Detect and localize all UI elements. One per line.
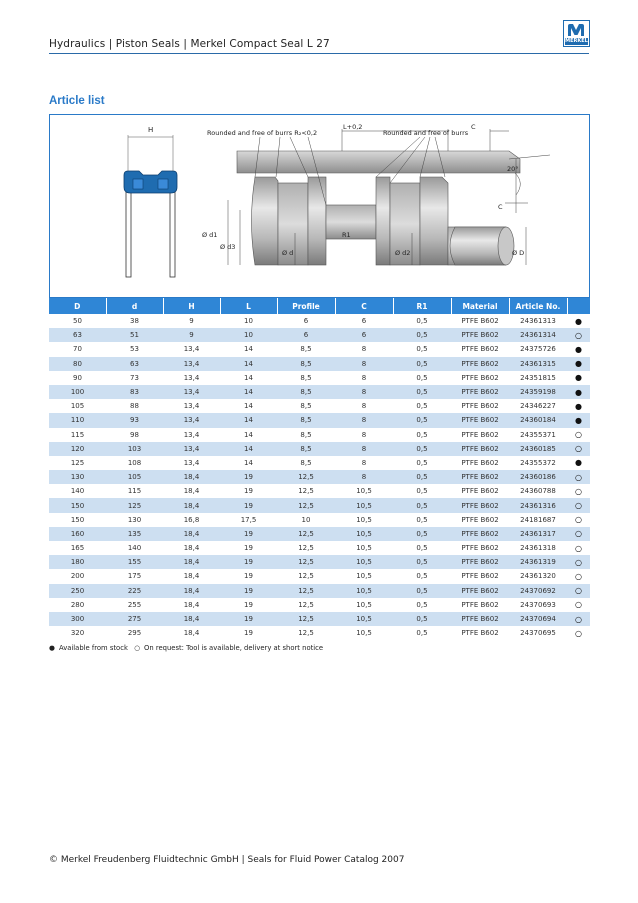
availability-cell: ○ bbox=[567, 428, 590, 442]
table-cell: 115 bbox=[49, 428, 106, 442]
table-cell: 14 bbox=[220, 385, 277, 399]
table-cell: 24361318 bbox=[509, 541, 567, 555]
table-cell: 14 bbox=[220, 428, 277, 442]
table-cell: 88 bbox=[106, 399, 163, 413]
table-cell: 10 bbox=[277, 513, 335, 527]
table-cell: 0,5 bbox=[393, 456, 451, 470]
table-cell: 160 bbox=[49, 527, 106, 541]
availability-cell: ● bbox=[567, 342, 590, 356]
table-cell: PTFE B602 bbox=[451, 612, 509, 626]
article-table bbox=[49, 298, 590, 640]
table-cell: 255 bbox=[106, 598, 163, 612]
legend-open-symbol: ○ bbox=[134, 644, 140, 652]
table-cell: 24355371 bbox=[509, 428, 567, 442]
table-cell: 24360184 bbox=[509, 413, 567, 427]
table-cell: 200 bbox=[49, 569, 106, 583]
table-cell: 140 bbox=[106, 541, 163, 555]
table-cell: 19 bbox=[220, 626, 277, 640]
table-cell: 8 bbox=[335, 357, 393, 371]
table-cell: 14 bbox=[220, 413, 277, 427]
table-cell: 8 bbox=[335, 442, 393, 456]
table-cell: 24361315 bbox=[509, 357, 567, 371]
table-row bbox=[49, 399, 590, 413]
table-cell: 110 bbox=[49, 413, 106, 427]
table-cell: 12,5 bbox=[277, 484, 335, 498]
merkel-logo bbox=[563, 20, 590, 47]
table-cell: 120 bbox=[49, 442, 106, 456]
table-cell: 9 bbox=[163, 314, 220, 328]
table-cell: 0,5 bbox=[393, 342, 451, 356]
table-cell: 13,4 bbox=[163, 456, 220, 470]
table-row bbox=[49, 498, 590, 512]
table-row bbox=[49, 541, 590, 555]
availability-cell: ● bbox=[567, 371, 590, 385]
table-row bbox=[49, 328, 590, 342]
table-cell: 14 bbox=[220, 371, 277, 385]
table-cell: 24370693 bbox=[509, 598, 567, 612]
label-c-side: C bbox=[498, 203, 503, 211]
table-cell: 19 bbox=[220, 541, 277, 555]
column-header: R1 bbox=[393, 298, 451, 314]
table-cell: 19 bbox=[220, 527, 277, 541]
table-cell: 175 bbox=[106, 569, 163, 583]
table-cell: 250 bbox=[49, 584, 106, 598]
availability-cell: ○ bbox=[567, 513, 590, 527]
table-cell: 8 bbox=[335, 470, 393, 484]
table-cell: 275 bbox=[106, 612, 163, 626]
table-cell: PTFE B602 bbox=[451, 498, 509, 512]
table-cell: 125 bbox=[49, 456, 106, 470]
table-row bbox=[49, 342, 590, 356]
table-row bbox=[49, 470, 590, 484]
table-row bbox=[49, 569, 590, 583]
table-cell: 6 bbox=[335, 314, 393, 328]
table-cell: PTFE B602 bbox=[451, 456, 509, 470]
table-cell: 8 bbox=[335, 413, 393, 427]
table-cell: 6 bbox=[277, 328, 335, 342]
table-cell: 0,5 bbox=[393, 541, 451, 555]
label-rounded-left: Rounded and free of burrs R₂<0,2 bbox=[207, 129, 318, 137]
availability-cell: ○ bbox=[567, 555, 590, 569]
installation-drawing bbox=[49, 114, 590, 298]
availability-cell: ● bbox=[567, 399, 590, 413]
table-cell: 90 bbox=[49, 371, 106, 385]
table-cell: 0,5 bbox=[393, 484, 451, 498]
table-cell: 18,4 bbox=[163, 569, 220, 583]
availability-cell: ○ bbox=[567, 598, 590, 612]
table-cell: 13,4 bbox=[163, 385, 220, 399]
availability-cell: ● bbox=[567, 385, 590, 399]
label-dd: Ø d bbox=[282, 249, 294, 257]
table-cell: PTFE B602 bbox=[451, 399, 509, 413]
table-row bbox=[49, 598, 590, 612]
table-cell: 16,8 bbox=[163, 513, 220, 527]
availability-legend bbox=[49, 644, 327, 652]
table-cell: 10,5 bbox=[335, 527, 393, 541]
table-cell: 24361317 bbox=[509, 527, 567, 541]
table-cell: 14 bbox=[220, 399, 277, 413]
table-cell: 19 bbox=[220, 470, 277, 484]
availability-cell: ○ bbox=[567, 498, 590, 512]
table-row bbox=[49, 385, 590, 399]
table-cell: 8,5 bbox=[277, 456, 335, 470]
header-title: Hydraulics | Piston Seals | Merkel Compact Seal L 27 bbox=[49, 38, 330, 50]
table-cell: 0,5 bbox=[393, 470, 451, 484]
table-cell: 13,4 bbox=[163, 442, 220, 456]
table-cell: 10,5 bbox=[335, 541, 393, 555]
table-cell: 24346227 bbox=[509, 399, 567, 413]
availability-cell: ○ bbox=[567, 442, 590, 456]
table-cell: 10,5 bbox=[335, 513, 393, 527]
table-cell: 14 bbox=[220, 442, 277, 456]
availability-cell: ○ bbox=[567, 470, 590, 484]
table-cell: 19 bbox=[220, 598, 277, 612]
table-cell: 10,5 bbox=[335, 612, 393, 626]
availability-cell: ● bbox=[567, 314, 590, 328]
label-c-top: C bbox=[471, 123, 476, 131]
table-cell: 12,5 bbox=[277, 569, 335, 583]
table-cell: 8,5 bbox=[277, 342, 335, 356]
logo-wordmark: MERKEL bbox=[565, 38, 588, 44]
column-header: Material bbox=[451, 298, 509, 314]
table-cell: 150 bbox=[49, 513, 106, 527]
table-cell: 0,5 bbox=[393, 527, 451, 541]
label-dD: Ø D bbox=[512, 249, 525, 257]
table-cell: 17,5 bbox=[220, 513, 277, 527]
table-cell: 0,5 bbox=[393, 584, 451, 598]
table-cell: 24370695 bbox=[509, 626, 567, 640]
table-cell: 24360186 bbox=[509, 470, 567, 484]
seal-cross-section bbox=[124, 135, 177, 277]
table-cell: PTFE B602 bbox=[451, 328, 509, 342]
page-header bbox=[49, 36, 589, 54]
table-cell: 150 bbox=[49, 498, 106, 512]
table-cell: 225 bbox=[106, 584, 163, 598]
table-cell: 0,5 bbox=[393, 314, 451, 328]
table-cell: 24361319 bbox=[509, 555, 567, 569]
table-cell: 24375726 bbox=[509, 342, 567, 356]
label-angle: 20° bbox=[507, 165, 519, 173]
table-cell: 12,5 bbox=[277, 498, 335, 512]
table-cell: 18,4 bbox=[163, 626, 220, 640]
label-r1: R1 bbox=[342, 231, 351, 239]
legend-filled-symbol: ● bbox=[49, 644, 55, 652]
table-cell: 8 bbox=[335, 428, 393, 442]
table-row bbox=[49, 456, 590, 470]
table-body bbox=[49, 314, 590, 640]
table-cell: PTFE B602 bbox=[451, 428, 509, 442]
table-cell: 10,5 bbox=[335, 555, 393, 569]
availability-cell: ○ bbox=[567, 527, 590, 541]
availability-cell: ● bbox=[567, 413, 590, 427]
table-cell: 12,5 bbox=[277, 612, 335, 626]
availability-cell: ○ bbox=[567, 328, 590, 342]
table-cell: 0,5 bbox=[393, 612, 451, 626]
table-cell: 24361313 bbox=[509, 314, 567, 328]
table-cell: 19 bbox=[220, 498, 277, 512]
table-cell: 8 bbox=[335, 456, 393, 470]
table-cell: PTFE B602 bbox=[451, 385, 509, 399]
table-cell: 12,5 bbox=[277, 470, 335, 484]
table-cell: 10,5 bbox=[335, 598, 393, 612]
table-cell: 53 bbox=[106, 342, 163, 356]
table-cell: 38 bbox=[106, 314, 163, 328]
table-cell: 24359198 bbox=[509, 385, 567, 399]
table-cell: PTFE B602 bbox=[451, 442, 509, 456]
table-cell: 13,4 bbox=[163, 399, 220, 413]
table-row bbox=[49, 527, 590, 541]
table-cell: 24361320 bbox=[509, 569, 567, 583]
table-cell: 8,5 bbox=[277, 428, 335, 442]
table-cell: 63 bbox=[49, 328, 106, 342]
column-header: d bbox=[106, 298, 163, 314]
table-cell: 73 bbox=[106, 371, 163, 385]
piston-drawing-svg bbox=[50, 115, 591, 299]
table-cell: 93 bbox=[106, 413, 163, 427]
table-row bbox=[49, 442, 590, 456]
table-cell: 155 bbox=[106, 555, 163, 569]
table-cell: 18,4 bbox=[163, 527, 220, 541]
header-divider bbox=[49, 53, 589, 54]
table-cell: 6 bbox=[277, 314, 335, 328]
table-row bbox=[49, 626, 590, 640]
table-cell: 0,5 bbox=[393, 498, 451, 512]
column-header: Article No. bbox=[509, 298, 567, 314]
table-cell: 10,5 bbox=[335, 498, 393, 512]
table-cell: 10,5 bbox=[335, 569, 393, 583]
table-cell: 18,4 bbox=[163, 598, 220, 612]
table-cell: 80 bbox=[49, 357, 106, 371]
table-cell: 18,4 bbox=[163, 555, 220, 569]
table-cell: 51 bbox=[106, 328, 163, 342]
table-cell: 0,5 bbox=[393, 569, 451, 583]
table-cell: 0,5 bbox=[393, 428, 451, 442]
availability-cell: ○ bbox=[567, 541, 590, 555]
merkel-logo-icon bbox=[567, 23, 585, 37]
table-cell: 8,5 bbox=[277, 371, 335, 385]
table-row bbox=[49, 357, 590, 371]
table-cell: 10,5 bbox=[335, 584, 393, 598]
table-cell: 0,5 bbox=[393, 385, 451, 399]
column-header bbox=[567, 298, 590, 314]
table-cell: 98 bbox=[106, 428, 163, 442]
legend-open-text: On request: Tool is available, delivery at short notice bbox=[144, 644, 324, 652]
table-cell: 24361314 bbox=[509, 328, 567, 342]
table-cell: 12,5 bbox=[277, 626, 335, 640]
table-cell: 13,4 bbox=[163, 371, 220, 385]
table-cell: 10,5 bbox=[335, 626, 393, 640]
table-cell: 135 bbox=[106, 527, 163, 541]
label-dd3: Ø d3 bbox=[220, 243, 236, 251]
table-cell: PTFE B602 bbox=[451, 555, 509, 569]
table-cell: 24360788 bbox=[509, 484, 567, 498]
table-cell: 10 bbox=[220, 328, 277, 342]
table-header-row bbox=[49, 298, 590, 314]
table-cell: 165 bbox=[49, 541, 106, 555]
table-cell: 18,4 bbox=[163, 498, 220, 512]
table-cell: 8,5 bbox=[277, 442, 335, 456]
table-cell: 0,5 bbox=[393, 555, 451, 569]
table-row bbox=[49, 513, 590, 527]
cylinder-bore bbox=[237, 151, 520, 173]
table-cell: 125 bbox=[106, 498, 163, 512]
availability-cell: ○ bbox=[567, 612, 590, 626]
table-cell: 0,5 bbox=[393, 626, 451, 640]
table-cell: PTFE B602 bbox=[451, 357, 509, 371]
table-cell: 8,5 bbox=[277, 385, 335, 399]
table-cell: 115 bbox=[106, 484, 163, 498]
availability-cell: ● bbox=[567, 357, 590, 371]
table-cell: 100 bbox=[49, 385, 106, 399]
table-cell: 63 bbox=[106, 357, 163, 371]
table-cell: 0,5 bbox=[393, 328, 451, 342]
availability-cell: ○ bbox=[567, 584, 590, 598]
table-cell: 13,4 bbox=[163, 428, 220, 442]
table-cell: 18,4 bbox=[163, 484, 220, 498]
table-cell: 140 bbox=[49, 484, 106, 498]
table-cell: 24370692 bbox=[509, 584, 567, 598]
availability-cell: ○ bbox=[567, 484, 590, 498]
table-cell: 24181687 bbox=[509, 513, 567, 527]
table-row bbox=[49, 413, 590, 427]
table-row bbox=[49, 612, 590, 626]
table-cell: 13,4 bbox=[163, 357, 220, 371]
table-cell: PTFE B602 bbox=[451, 541, 509, 555]
table-cell: 18,4 bbox=[163, 541, 220, 555]
table-cell: 320 bbox=[49, 626, 106, 640]
availability-cell: ○ bbox=[567, 626, 590, 640]
table-row bbox=[49, 484, 590, 498]
legend-filled-text: Available from stock bbox=[58, 644, 128, 652]
table-cell: 10 bbox=[220, 314, 277, 328]
table-cell: 12,5 bbox=[277, 527, 335, 541]
section-title: Article list bbox=[49, 95, 105, 107]
table-cell: 18,4 bbox=[163, 584, 220, 598]
table-cell: 0,5 bbox=[393, 399, 451, 413]
table-cell: PTFE B602 bbox=[451, 342, 509, 356]
table-cell: 19 bbox=[220, 484, 277, 498]
table-cell: 8 bbox=[335, 399, 393, 413]
table-cell: 105 bbox=[106, 470, 163, 484]
table-cell: 24355372 bbox=[509, 456, 567, 470]
table-cell: 295 bbox=[106, 626, 163, 640]
table-cell: PTFE B602 bbox=[451, 527, 509, 541]
table-cell: 8,5 bbox=[277, 399, 335, 413]
column-header: H bbox=[163, 298, 220, 314]
table-cell: 180 bbox=[49, 555, 106, 569]
table-cell: 12,5 bbox=[277, 541, 335, 555]
table-cell: 8 bbox=[335, 342, 393, 356]
table-cell: 18,4 bbox=[163, 612, 220, 626]
table-row bbox=[49, 584, 590, 598]
column-header: Profile bbox=[277, 298, 335, 314]
table-cell: 0,5 bbox=[393, 442, 451, 456]
table-cell: 0,5 bbox=[393, 413, 451, 427]
table-cell: 10,5 bbox=[335, 484, 393, 498]
table-cell: PTFE B602 bbox=[451, 413, 509, 427]
label-l: L+0,2 bbox=[343, 123, 363, 131]
page-footer: © Merkel Freudenberg Fluidtechnic GmbH | Seals for Fluid Power Catalog 2007 bbox=[49, 855, 405, 865]
table-row bbox=[49, 314, 590, 328]
table-row bbox=[49, 555, 590, 569]
table-cell: 108 bbox=[106, 456, 163, 470]
table-cell: PTFE B602 bbox=[451, 484, 509, 498]
table-cell: 24351815 bbox=[509, 371, 567, 385]
table-cell: 8 bbox=[335, 385, 393, 399]
table-cell: 280 bbox=[49, 598, 106, 612]
table-cell: 50 bbox=[49, 314, 106, 328]
table-cell: PTFE B602 bbox=[451, 371, 509, 385]
table-cell: 12,5 bbox=[277, 598, 335, 612]
table-cell: 9 bbox=[163, 328, 220, 342]
table-cell: 13,4 bbox=[163, 413, 220, 427]
table-cell: 6 bbox=[335, 328, 393, 342]
table-row bbox=[49, 428, 590, 442]
table-cell: 24360185 bbox=[509, 442, 567, 456]
table-cell: 0,5 bbox=[393, 513, 451, 527]
table-cell: 24361316 bbox=[509, 498, 567, 512]
table-cell: 0,5 bbox=[393, 598, 451, 612]
table-cell: 8,5 bbox=[277, 357, 335, 371]
table-cell: 19 bbox=[220, 569, 277, 583]
table-cell: 300 bbox=[49, 612, 106, 626]
table-cell: 19 bbox=[220, 555, 277, 569]
table-cell: PTFE B602 bbox=[451, 626, 509, 640]
table-cell: 103 bbox=[106, 442, 163, 456]
table-cell: 24370694 bbox=[509, 612, 567, 626]
availability-cell: ○ bbox=[567, 569, 590, 583]
table-cell: 14 bbox=[220, 342, 277, 356]
table-cell: 83 bbox=[106, 385, 163, 399]
table-cell: 19 bbox=[220, 612, 277, 626]
table-cell: 130 bbox=[49, 470, 106, 484]
table-cell: 8,5 bbox=[277, 413, 335, 427]
table-cell: PTFE B602 bbox=[451, 584, 509, 598]
table-cell: 12,5 bbox=[277, 555, 335, 569]
column-header: D bbox=[49, 298, 106, 314]
table-cell: 12,5 bbox=[277, 584, 335, 598]
table-cell: 13,4 bbox=[163, 342, 220, 356]
label-dd1: Ø d1 bbox=[202, 231, 218, 239]
label-dd2: Ø d2 bbox=[395, 249, 411, 257]
table-cell: 0,5 bbox=[393, 371, 451, 385]
column-header: C bbox=[335, 298, 393, 314]
table-cell: PTFE B602 bbox=[451, 569, 509, 583]
label-h: H bbox=[148, 126, 154, 134]
table-row bbox=[49, 371, 590, 385]
column-header: L bbox=[220, 298, 277, 314]
table-cell: 14 bbox=[220, 456, 277, 470]
label-rounded-right: Rounded and free of burrs bbox=[383, 129, 469, 137]
table-cell: PTFE B602 bbox=[451, 598, 509, 612]
table-cell: 18,4 bbox=[163, 470, 220, 484]
table-cell: 19 bbox=[220, 584, 277, 598]
table-cell: 130 bbox=[106, 513, 163, 527]
table-cell: 70 bbox=[49, 342, 106, 356]
table-cell: PTFE B602 bbox=[451, 470, 509, 484]
table-cell: 8 bbox=[335, 371, 393, 385]
table-cell: 14 bbox=[220, 357, 277, 371]
table-cell: 105 bbox=[49, 399, 106, 413]
table-cell: PTFE B602 bbox=[451, 314, 509, 328]
table-cell: PTFE B602 bbox=[451, 513, 509, 527]
table-cell: 0,5 bbox=[393, 357, 451, 371]
availability-cell: ● bbox=[567, 456, 590, 470]
